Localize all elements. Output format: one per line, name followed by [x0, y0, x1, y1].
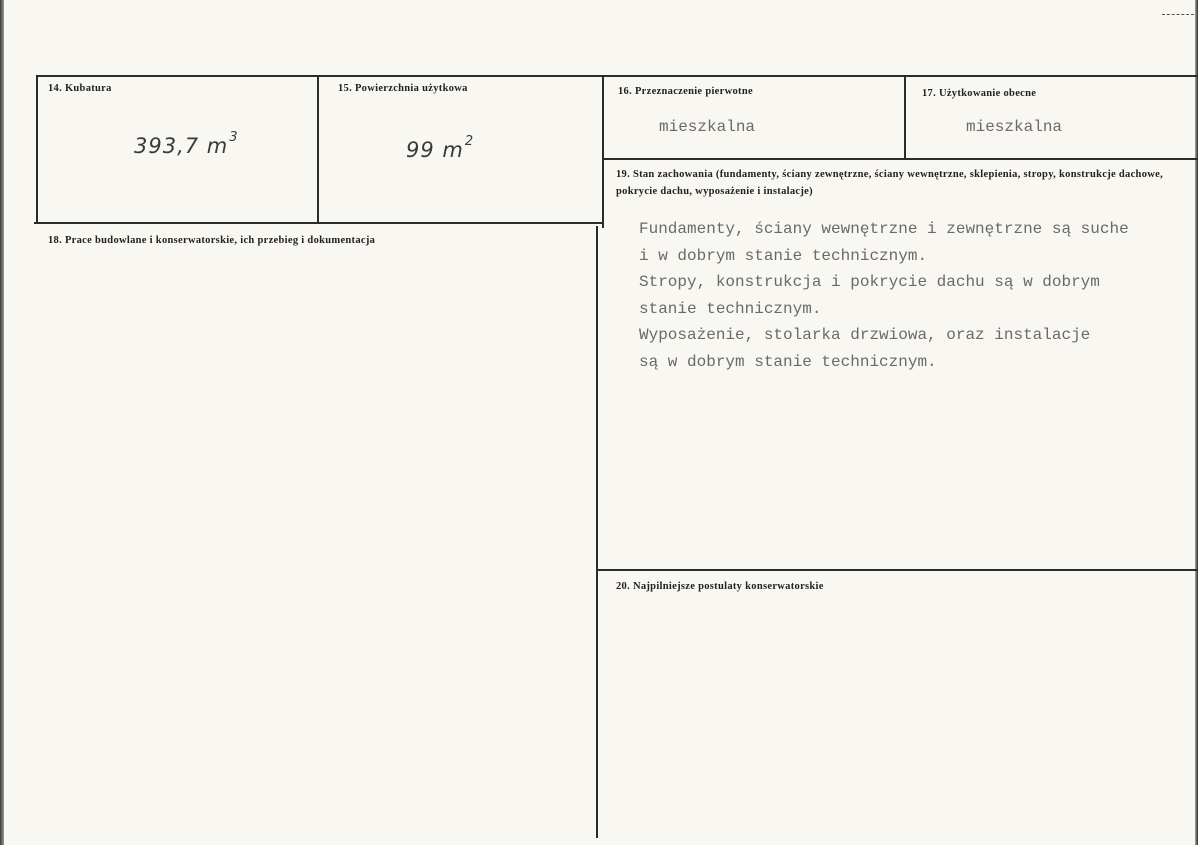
grid-line-center-lower	[596, 226, 598, 838]
field-16-value: mieszkalna	[659, 118, 756, 136]
field-17-label: 17. Użytkowanie obecne	[922, 88, 1037, 99]
field-14-value-text: 393,7 m	[134, 134, 229, 158]
grid-line-field20-top	[598, 569, 1198, 571]
field-15-value-sup: 2	[464, 134, 475, 149]
field-14-label: 14. Kubatura	[48, 83, 112, 94]
grid-line-14-15	[317, 75, 319, 223]
grid-line-row1-bottom-right	[604, 158, 1198, 160]
field-18-label: 18. Prace budowlane i konserwatorskie, ich przebieg i dokumentacja	[48, 235, 376, 246]
field-19-line: Wyposażenie, stolarka drzwiowa, oraz instalacje	[639, 326, 1091, 344]
field-14-value-sup: 3	[229, 130, 239, 145]
grid-line-left	[36, 75, 38, 223]
grid-line-row1-bottom-left	[34, 222, 604, 224]
field-14-value	[134, 130, 239, 158]
scan-edge-left	[0, 0, 4, 845]
field-15-value-text: 99 m	[406, 138, 464, 162]
grid-line-16-17	[904, 75, 906, 159]
field-19-line: są w dobrym stanie technicznym.	[639, 352, 937, 371]
grid-line-top	[36, 75, 1198, 77]
grid-line-center	[602, 75, 604, 228]
field-19-line: Stropy, konstrukcja i pokrycie dachu są w dobrym	[639, 273, 1100, 291]
field-19-line: i w dobrym stanie technicznym.	[639, 246, 928, 265]
field-16-label: 16. Przeznaczenie pierwotne	[618, 86, 753, 97]
field-15-value	[406, 134, 474, 162]
corner-mark	[1162, 0, 1194, 15]
field-19-line: Fundamenty, ściany wewnętrzne i zewnętrzne są suche	[639, 220, 1129, 238]
field-19-label: 19. Stan zachowania (fundamenty, ściany zewnętrzne, ściany wewnętrzne, sklepienia, stropy, konstrukcje dachowe, pokrycie dachu, wyposażenie i instalacje)	[616, 169, 1164, 197]
field-15-label: 15. Powierzchnia użytkowa	[338, 83, 468, 94]
field-17-value: mieszkalna	[966, 118, 1063, 136]
field-19-text	[639, 216, 1129, 375]
field-20-label: 20. Najpilniejsze postulaty konserwatorskie	[616, 581, 824, 592]
field-19-line: stanie technicznym.	[639, 299, 822, 318]
